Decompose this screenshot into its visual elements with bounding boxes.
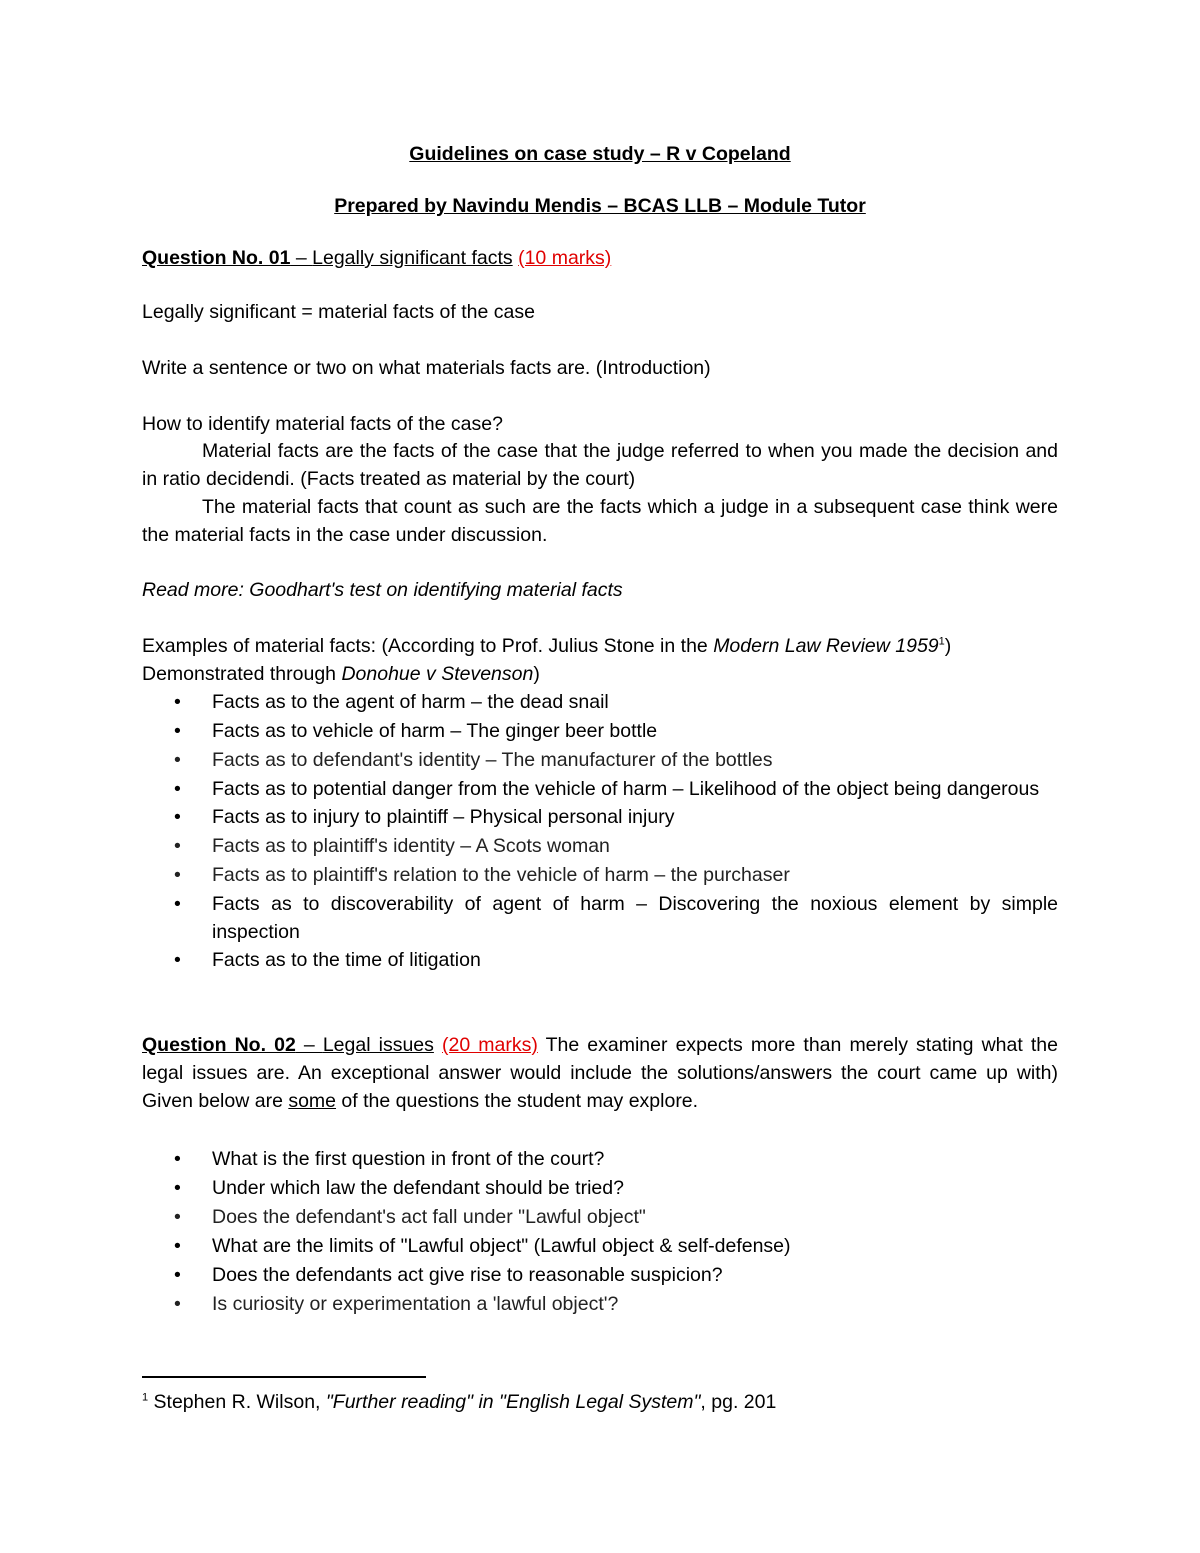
examples-close: ) bbox=[944, 635, 952, 657]
list-item bbox=[142, 946, 1058, 974]
list-item bbox=[142, 688, 1058, 716]
q1-paragraph-2: The material facts that count as such are the facts which a judge in a subsequent case think were the material facts in the case under discussion. bbox=[142, 496, 1058, 546]
document-subtitle: Prepared by Navindu Mendis – BCAS LLB – Module Tutor bbox=[334, 195, 866, 217]
footnote-separator bbox=[142, 1376, 426, 1378]
question-2-paragraph bbox=[142, 1031, 1058, 1115]
question-2-dash: – bbox=[295, 1034, 323, 1056]
footnote-author: Stephen R. Wilson, bbox=[148, 1391, 326, 1413]
list-item-text: Facts as to discoverability of agent of harm – Discovering the noxious element by simple inspection bbox=[212, 893, 1058, 943]
q1-instruction: Write a sentence or two on what materials facts are. (Introduction) bbox=[142, 357, 711, 379]
list-item-text: Facts as to injury to plaintiff – Physical personal injury bbox=[212, 806, 675, 828]
list-item bbox=[142, 1145, 1058, 1173]
q1-read-more: Read more: Goodhart's test on identifying material facts bbox=[142, 579, 623, 601]
bullet-icon: • bbox=[174, 1206, 181, 1228]
footnote-source: "Further reading" in "English Legal System" bbox=[325, 1391, 701, 1413]
question-2-marks: (20 marks) bbox=[442, 1034, 538, 1056]
question-2-intro: The examiner expects more than merely stating what the legal issues are. An exceptional answer would include the solutions/answers the court came up with) Given below are bbox=[142, 1034, 1058, 1112]
list-item bbox=[142, 717, 1058, 745]
list-item bbox=[142, 1203, 1058, 1231]
list-item-text: Facts as to plaintiff's relation to the vehicle of harm – the purchaser bbox=[212, 864, 790, 886]
bullet-icon: • bbox=[174, 1177, 181, 1199]
list-item-text: What is the first question in front of the court? bbox=[212, 1148, 605, 1170]
list-item-text: What are the limits of "Lawful object" (Lawful object & self-defense) bbox=[212, 1235, 791, 1257]
list-item-text: Facts as to plaintiff's identity – A Scots woman bbox=[212, 835, 610, 857]
list-item bbox=[142, 775, 1058, 803]
q1-paragraph-1: Material facts are the facts of the case that the judge referred to when you made the decision and in ratio decidendi. (Facts treated as material by the court) bbox=[142, 440, 1058, 490]
bullet-icon: • bbox=[174, 806, 181, 828]
bullet-icon: • bbox=[174, 949, 181, 971]
list-item-text: Does the defendants act give rise to reasonable suspicion? bbox=[212, 1264, 723, 1286]
question-1-marks: (10 marks) bbox=[518, 247, 612, 269]
question-1-topic: Legally significant facts bbox=[312, 247, 513, 269]
footnote bbox=[142, 1388, 776, 1416]
bullet-icon: • bbox=[174, 1293, 181, 1315]
question-2-intro-end: of the questions the student may explore. bbox=[336, 1090, 699, 1112]
demonstrated-close: ) bbox=[533, 663, 540, 685]
demonstrated-case: Donohue v Stevenson bbox=[341, 663, 534, 685]
bullet-icon: • bbox=[174, 1235, 181, 1257]
document-title: Guidelines on case study – R v Copeland bbox=[409, 143, 791, 165]
bullet-icon: • bbox=[174, 691, 181, 713]
list-item bbox=[142, 746, 1058, 774]
question-1-dash: – bbox=[290, 247, 313, 269]
q1-definition: Legally significant = material facts of the case bbox=[142, 301, 535, 323]
question-1-label: Question No. 01 bbox=[142, 247, 291, 269]
q1-material-facts-list bbox=[142, 688, 1058, 974]
list-item-text: Facts as to potential danger from the vehicle of harm – Likelihood of the object being dangerous bbox=[212, 778, 1040, 800]
list-item-text: Is curiosity or experimentation a 'lawful object'? bbox=[212, 1293, 619, 1315]
list-item bbox=[142, 861, 1058, 889]
question-2-topic: Legal issues bbox=[322, 1034, 434, 1056]
list-item bbox=[142, 803, 1058, 831]
list-item-text: Facts as to the agent of harm – the dead snail bbox=[212, 691, 609, 713]
q2-questions-list bbox=[142, 1145, 1058, 1318]
question-2-label: Question No. 02 bbox=[142, 1034, 296, 1056]
list-item bbox=[142, 832, 1058, 860]
list-item-text: Does the defendant's act fall under "Lawful object" bbox=[212, 1206, 646, 1228]
list-item bbox=[142, 890, 1058, 946]
footnote-ref: 1 bbox=[938, 635, 945, 648]
list-item-text: Facts as to vehicle of harm – The ginger beer bottle bbox=[212, 720, 658, 742]
list-item bbox=[142, 1232, 1058, 1260]
q1-how-to: How to identify material facts of the case? bbox=[142, 413, 503, 435]
list-item-text: Facts as to defendant's identity – The manufacturer of the bottles bbox=[212, 749, 773, 771]
examples-journal: Modern Law Review 1959 bbox=[713, 635, 939, 657]
list-item bbox=[142, 1261, 1058, 1289]
list-item bbox=[142, 1290, 1058, 1318]
bullet-icon: • bbox=[174, 864, 181, 886]
bullet-icon: • bbox=[174, 749, 181, 771]
bullet-icon: • bbox=[174, 720, 181, 742]
bullet-icon: • bbox=[174, 1148, 181, 1170]
bullet-icon: • bbox=[174, 835, 181, 857]
list-item-text: Under which law the defendant should be tried? bbox=[212, 1177, 624, 1199]
footnote-number: 1 bbox=[142, 1391, 149, 1404]
question-2-emphasis: some bbox=[288, 1090, 337, 1112]
examples-text: Examples of material facts: (According to Prof. Julius Stone in the bbox=[142, 635, 714, 657]
list-item-text: Facts as to the time of litigation bbox=[212, 949, 481, 971]
footnote-page: , pg. 201 bbox=[700, 1391, 777, 1413]
bullet-icon: • bbox=[174, 1264, 181, 1286]
q1-examples-intro bbox=[142, 632, 951, 660]
bullet-icon: • bbox=[174, 893, 181, 915]
demonstrated-text: Demonstrated through bbox=[142, 663, 342, 685]
question-1-heading bbox=[142, 244, 611, 272]
list-item bbox=[142, 1174, 1058, 1202]
bullet-icon: • bbox=[174, 778, 181, 800]
q1-demonstrated bbox=[142, 660, 540, 688]
